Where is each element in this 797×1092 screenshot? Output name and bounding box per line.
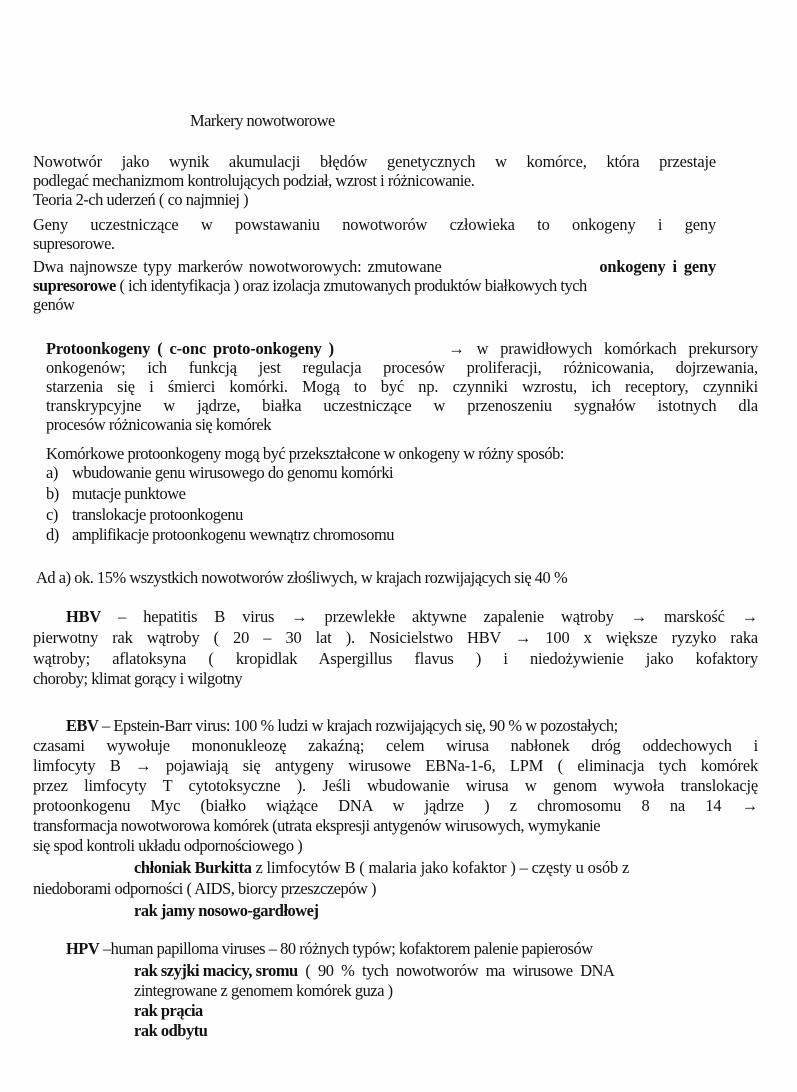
penis-term: rak prącia	[134, 1001, 203, 1020]
hpv-line	[134, 1001, 203, 1020]
ebv-line: transformacja nowotworowa komórek (utrata ekspresji antygenów wirusowych, wymykanie	[33, 816, 601, 835]
hbv-text: – hepatitis B virus → przewlekłe aktywne zapalenie wątroby → marskość →	[101, 607, 758, 626]
protooncogenes-line: starzenia się i śmierci komórki. Mogą to być np. czynniki wzrostu, ich receptory, czynniki	[46, 377, 758, 396]
ebv-line: limfocyty B → pojawiają się antygeny wirusowe EBNa-1-6, LPM ( eliminacja tych komórek	[33, 756, 758, 775]
ebv-line: czasami wywołuje mononukleozę zakaźną; celem wirusa nabłonek dróg oddechowych i	[33, 736, 758, 755]
burkitt-term: chłoniak Burkitta	[134, 858, 252, 877]
list-item	[46, 484, 186, 503]
cervix-term: rak szyjki macicy, sromu	[134, 961, 298, 980]
list-marker: c)	[46, 505, 58, 524]
burkitt-line: niedoborami odporności ( AIDS, biorcy przeszczepów )	[33, 879, 377, 898]
intro-bold-term: onkogeny i geny	[599, 257, 716, 276]
ebv-line	[66, 716, 618, 735]
list-marker: d)	[46, 525, 59, 544]
ad-a-line: Ad a) ok. 15% wszystkich nowotworów złośliwych, w krajach rozwijających się 40 %	[36, 568, 568, 587]
hbv-label: HBV	[66, 607, 102, 626]
document-title: Markery nowotworowe	[190, 111, 335, 130]
hpv-line	[134, 1021, 207, 1040]
list-text: amplifikacje protoonkogenu wewnątrz chromosomu	[72, 525, 395, 544]
anus-text: odbytu	[157, 1021, 208, 1040]
intro-line: Geny uczestniczące w powstawaniu nowotworów człowieka to onkogeny i geny	[33, 215, 716, 234]
ebv-text: – Epstein-Barr virus: 100 % ludzi w krajach rozwijających się, 90 % w pozostałych;	[98, 716, 618, 735]
intro-bold-term: supresorowe	[33, 276, 116, 295]
protooncogenes-line: procesów różnicowania się komórek	[46, 415, 272, 434]
intro-markers-line	[33, 257, 716, 276]
burkitt-text: z limfocytów B ( malaria jako kofaktor ) – częsty u osób z	[251, 858, 630, 877]
intro-text: ( ich identyfikacja ) oraz izolacja zmutowanych produktów białkowych tych	[119, 276, 587, 295]
nasopharynx-line	[134, 901, 319, 920]
hpv-text: –human papilloma viruses – 80 różnych typów; kofaktorem palenie papierosów	[99, 939, 593, 958]
nasopharynx-term: rak jamy nosowo-gardłowej	[134, 901, 319, 920]
ebv-line: przez limfocyty T cytotoksyczne ). Jeśli wbudowanie wirusa w genom wywoła translokację	[33, 776, 758, 795]
ebv-line: się spod kontroli układu odpornościowego )	[33, 836, 303, 855]
list-item	[46, 525, 395, 544]
intro-line: podlegać mechanizmom kontrolujących podział, wzrost i różnicowanie.	[33, 171, 475, 190]
intro-text: Dwa najnowsze typy markerów nowotworowych: zmutowane	[33, 257, 442, 276]
cervix-text: ( 90 % tych nowotworów ma wirusowe DNA	[297, 961, 615, 980]
ebv-line: protoonkogenu Myc (białko wiążące DNA w jądrze ) z chromosomu 8 na 14 →	[33, 796, 758, 815]
list-text: wbudowanie genu wirusowego do genomu komórki	[72, 463, 394, 482]
hbv-line: pierwotny rak wątroby ( 20 – 30 lat ). Nosicielstwo HBV → 100 x większe ryzyko raka	[33, 628, 758, 647]
hpv-line: zintegrowane z genomem komórek guza )	[134, 981, 393, 1000]
hpv-label: HPV	[66, 939, 100, 958]
protooncogenes-line: onkogenów; ich funkcją jest regulacja procesów proliferacji, różnicowania, dojrzewania,	[46, 358, 758, 377]
protooncogenes-line: Komórkowe protoonkogeny mogą być przekształcone w onkogeny w różny sposób:	[46, 444, 564, 463]
hbv-line	[66, 607, 758, 626]
protooncogenes-text: → w prawidłowych komórkach prekursory	[448, 339, 758, 358]
hpv-line	[66, 939, 593, 958]
protooncogenes-line: transkrypcyjne w jądrze, białka uczestniczące w przenoszeniu sygnałów istotnych dla	[46, 396, 758, 415]
intro-line	[33, 276, 587, 295]
hbv-line: wątroby; aflatoksyna ( kropidlak Aspergillus flavus ) i niedożywienie jako kofaktory	[33, 649, 758, 668]
list-marker: a)	[46, 463, 58, 482]
list-text: translokacje protoonkogenu	[72, 505, 243, 524]
list-item	[46, 505, 243, 524]
protooncogenes-heading-line	[46, 339, 758, 358]
anus-term: rak	[134, 1021, 158, 1040]
burkitt-line	[134, 858, 758, 877]
list-marker: b)	[46, 484, 59, 503]
intro-line: supresorowe.	[33, 234, 115, 253]
list-text: mutacje punktowe	[72, 484, 186, 503]
intro-line: Teoria 2-ch uderzeń ( co najmniej )	[33, 190, 249, 209]
ebv-label: EBV	[66, 716, 99, 735]
hbv-line: choroby; klimat gorący i wilgotny	[33, 669, 243, 688]
list-item	[46, 463, 394, 482]
intro-line: Nowotwór jako wynik akumulacji błędów genetycznych w komórce, która przestaje	[33, 152, 716, 171]
hpv-line	[134, 961, 614, 980]
intro-line: genów	[33, 295, 75, 314]
protooncogenes-heading: Protoonkogeny ( c-onc proto-onkogeny )	[46, 339, 334, 358]
